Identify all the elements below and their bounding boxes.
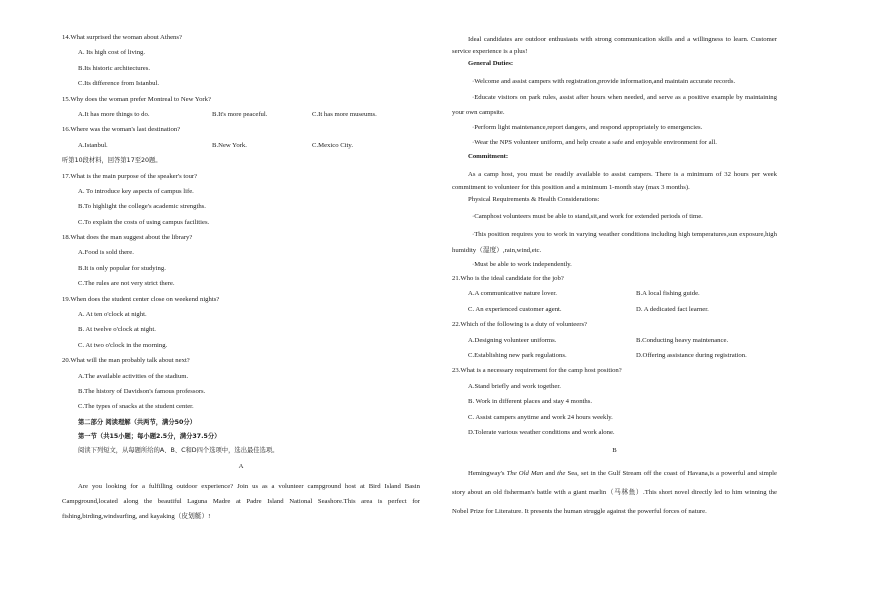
q17-option-c: C.To explain the costs of using campus facilities. xyxy=(78,218,210,226)
duty-2: ·Educate visitors on park rules, assist after hours when needed, and serve as a positive example by maintaining your own campsite. xyxy=(452,94,777,116)
q22-stem: 22.Which of the following is a duty of volunteers? xyxy=(452,321,588,329)
q14-option-c: C.Its difference from Istanbul. xyxy=(78,80,160,88)
q22-option-c: C.Establishing new park regulations. xyxy=(468,351,567,359)
requirement-1: ·Camphost volunteers must be able to stand,sit,and work for extended periods of time. xyxy=(472,213,703,220)
commitment-heading: Commitment: xyxy=(468,153,509,160)
q17-option-a: A. To introduce key aspects of campus life. xyxy=(78,187,194,195)
requirement-2: ·This position requires you to work in varying weather conditions including high temperatures,sun exposure,high humidity（湿度）,rain,wind,etc. xyxy=(452,231,777,254)
q18-stem: 18.What does the man suggest about the library? xyxy=(62,234,193,242)
requirements-heading: Physical Requirements & Health Considerations: xyxy=(468,196,600,203)
q22-options-ab xyxy=(452,337,777,352)
q21-option-c: C. An experienced customer agent. xyxy=(468,305,562,313)
q23-stem: 23.What is a necessary requirement for the camp host position? xyxy=(452,367,622,375)
q21-option-a: A.A communicative nature lover. xyxy=(468,290,557,298)
q20-option-b: B.The history of Davidson's famous professors. xyxy=(78,387,206,395)
q22-option-a: A.Designing volunteer uniforms. xyxy=(468,336,557,344)
q22-option-d: D.Offering assistance during registration. xyxy=(636,351,747,359)
passage-b-text xyxy=(452,464,777,521)
q16-option-c: C.Mexico City. xyxy=(312,141,353,149)
q15-option-a: A.It has more things to do. xyxy=(78,110,150,118)
q18-option-b: B.It is only popular for studying. xyxy=(78,264,166,272)
duty-1: ·Welcome and assist campers with registration,provide information,and maintain accurate records. xyxy=(472,78,736,85)
q14-stem: 14.What surprised the woman about Athens? xyxy=(62,34,182,41)
passage-a-intro: Ideal candidates are outdoor enthusiasts with strong communication skills and a willingness to learn. Customer service experience is a plus! xyxy=(452,36,777,55)
duty-4: ·Wear the NPS volunteer uniform, and help create a safe and enjoyable environment for all. xyxy=(472,139,717,146)
q15-option-b: B.It's more peaceful. xyxy=(212,110,268,118)
general-duties-heading: General Duties: xyxy=(468,60,514,67)
q15-options xyxy=(62,111,420,126)
q20-stem: 20.What will the man probably talk about next? xyxy=(62,357,190,365)
q20-option-c: C.The types of snacks at the student center. xyxy=(78,403,194,411)
passage-b-body: Sea, set in the Gulf Stream off the coast of Havana,is a powerful and simple story about an old fisherman's battle with a giant marlin（马林鱼）.This short novel directly led to him winning the Nobel Prize for Literature. It presents the human struggle against the powerful forces of nature. xyxy=(452,470,778,516)
left-column xyxy=(62,34,420,524)
q14-option-a: A. Its high cost of living. xyxy=(78,49,146,57)
passage-a-label: A xyxy=(238,462,244,470)
passage-a-text: Are you looking for a fulfilling outdoor experience? Join us as a volunteer campground host at Bird Island Basin Campground,located along the beautiful Laguna Madre at Padre Island National Seashore.This area is perfect for fishing,birding,windsurfing, and kayaking（皮划艇）! xyxy=(62,482,420,520)
requirement-3: ·Must be able to work independently. xyxy=(472,261,572,268)
q15-option-c: C.It has more museums. xyxy=(312,110,377,118)
q21-options-cd xyxy=(452,306,777,321)
q21-options-ab xyxy=(452,290,777,305)
q18-option-c: C.The rules are not very strict there. xyxy=(78,280,175,288)
right-column xyxy=(452,34,777,521)
book-title-part2: the xyxy=(557,470,566,478)
q19-stem: 19.When does the student center close on weekend nights? xyxy=(62,295,220,303)
q23-option-a: A.Stand briefly and work together. xyxy=(468,382,561,390)
q18-option-a: A.Food is sold there. xyxy=(78,249,134,257)
part2-heading: 第二部分 阅读理解（共两节，满分50分） xyxy=(78,418,197,426)
q19-option-a: A. At ten o'clock at night. xyxy=(78,311,147,319)
q19-option-b: B. At twelve o'clock at night. xyxy=(78,326,156,334)
section-intro: 听第10段材料，回答第17至20题。 xyxy=(62,157,162,165)
q15-stem: 15.Why does the woman prefer Montreal to New York? xyxy=(62,95,211,103)
passage-b-and: and xyxy=(543,470,558,478)
q23-option-d: D.Tolerate various weather conditions and work alone. xyxy=(468,428,615,436)
commitment-text: As a camp host, you must be readily available to assist campers. There is a minimum of 32 hours per week commitment to volunteer for this position and a minimum 1-month stay (max 3 months). xyxy=(452,171,777,191)
q14-option-b: B.Its historic architectures. xyxy=(78,64,151,72)
q16-stem: 16.Where was the woman's last destination? xyxy=(62,126,181,134)
q23-option-b: B. Work in different places and stay 4 months. xyxy=(468,398,593,406)
passage-b-intro: Hemingway's xyxy=(468,470,507,478)
passage-b-label: B xyxy=(612,447,617,455)
q21-stem: 21.Who is the ideal candidate for the job? xyxy=(452,275,564,282)
q22-option-b: B.Conducting heavy maintenance. xyxy=(636,336,729,344)
q16-option-b: B.New York. xyxy=(212,141,247,149)
q19-option-c: C. At two o'clock in the morning. xyxy=(78,341,168,349)
q23-option-c: C. Assist campers anytime and work 24 hours weekly. xyxy=(468,413,613,421)
q21-option-b: B.A local fishing guide. xyxy=(636,290,700,298)
duty-3: ·Perform light maintenance,report dangers, and respond appropriately to emergencies. xyxy=(472,124,703,131)
q17-option-b: B.To highlight the college's academic strengths. xyxy=(78,203,206,211)
q16-options xyxy=(62,142,420,157)
reading-instruction: 阅读下列短文，从每题所给的A、B、C和D四个选项中，选出最佳选项。 xyxy=(78,446,279,454)
q17-stem: 17.What is the main purpose of the speaker's tour? xyxy=(62,172,198,180)
q16-option-a: A.Istanbul. xyxy=(78,141,108,149)
book-title-part1: The Old Man xyxy=(506,470,544,478)
q20-option-a: A.The available activities of the stadium. xyxy=(78,372,189,380)
q22-options-cd xyxy=(452,352,777,367)
part2-section1-heading: 第一节（共15小题；每小题2.5分，满分37.5分） xyxy=(78,432,221,440)
q21-option-d: D. A dedicated fact learner. xyxy=(636,305,709,313)
